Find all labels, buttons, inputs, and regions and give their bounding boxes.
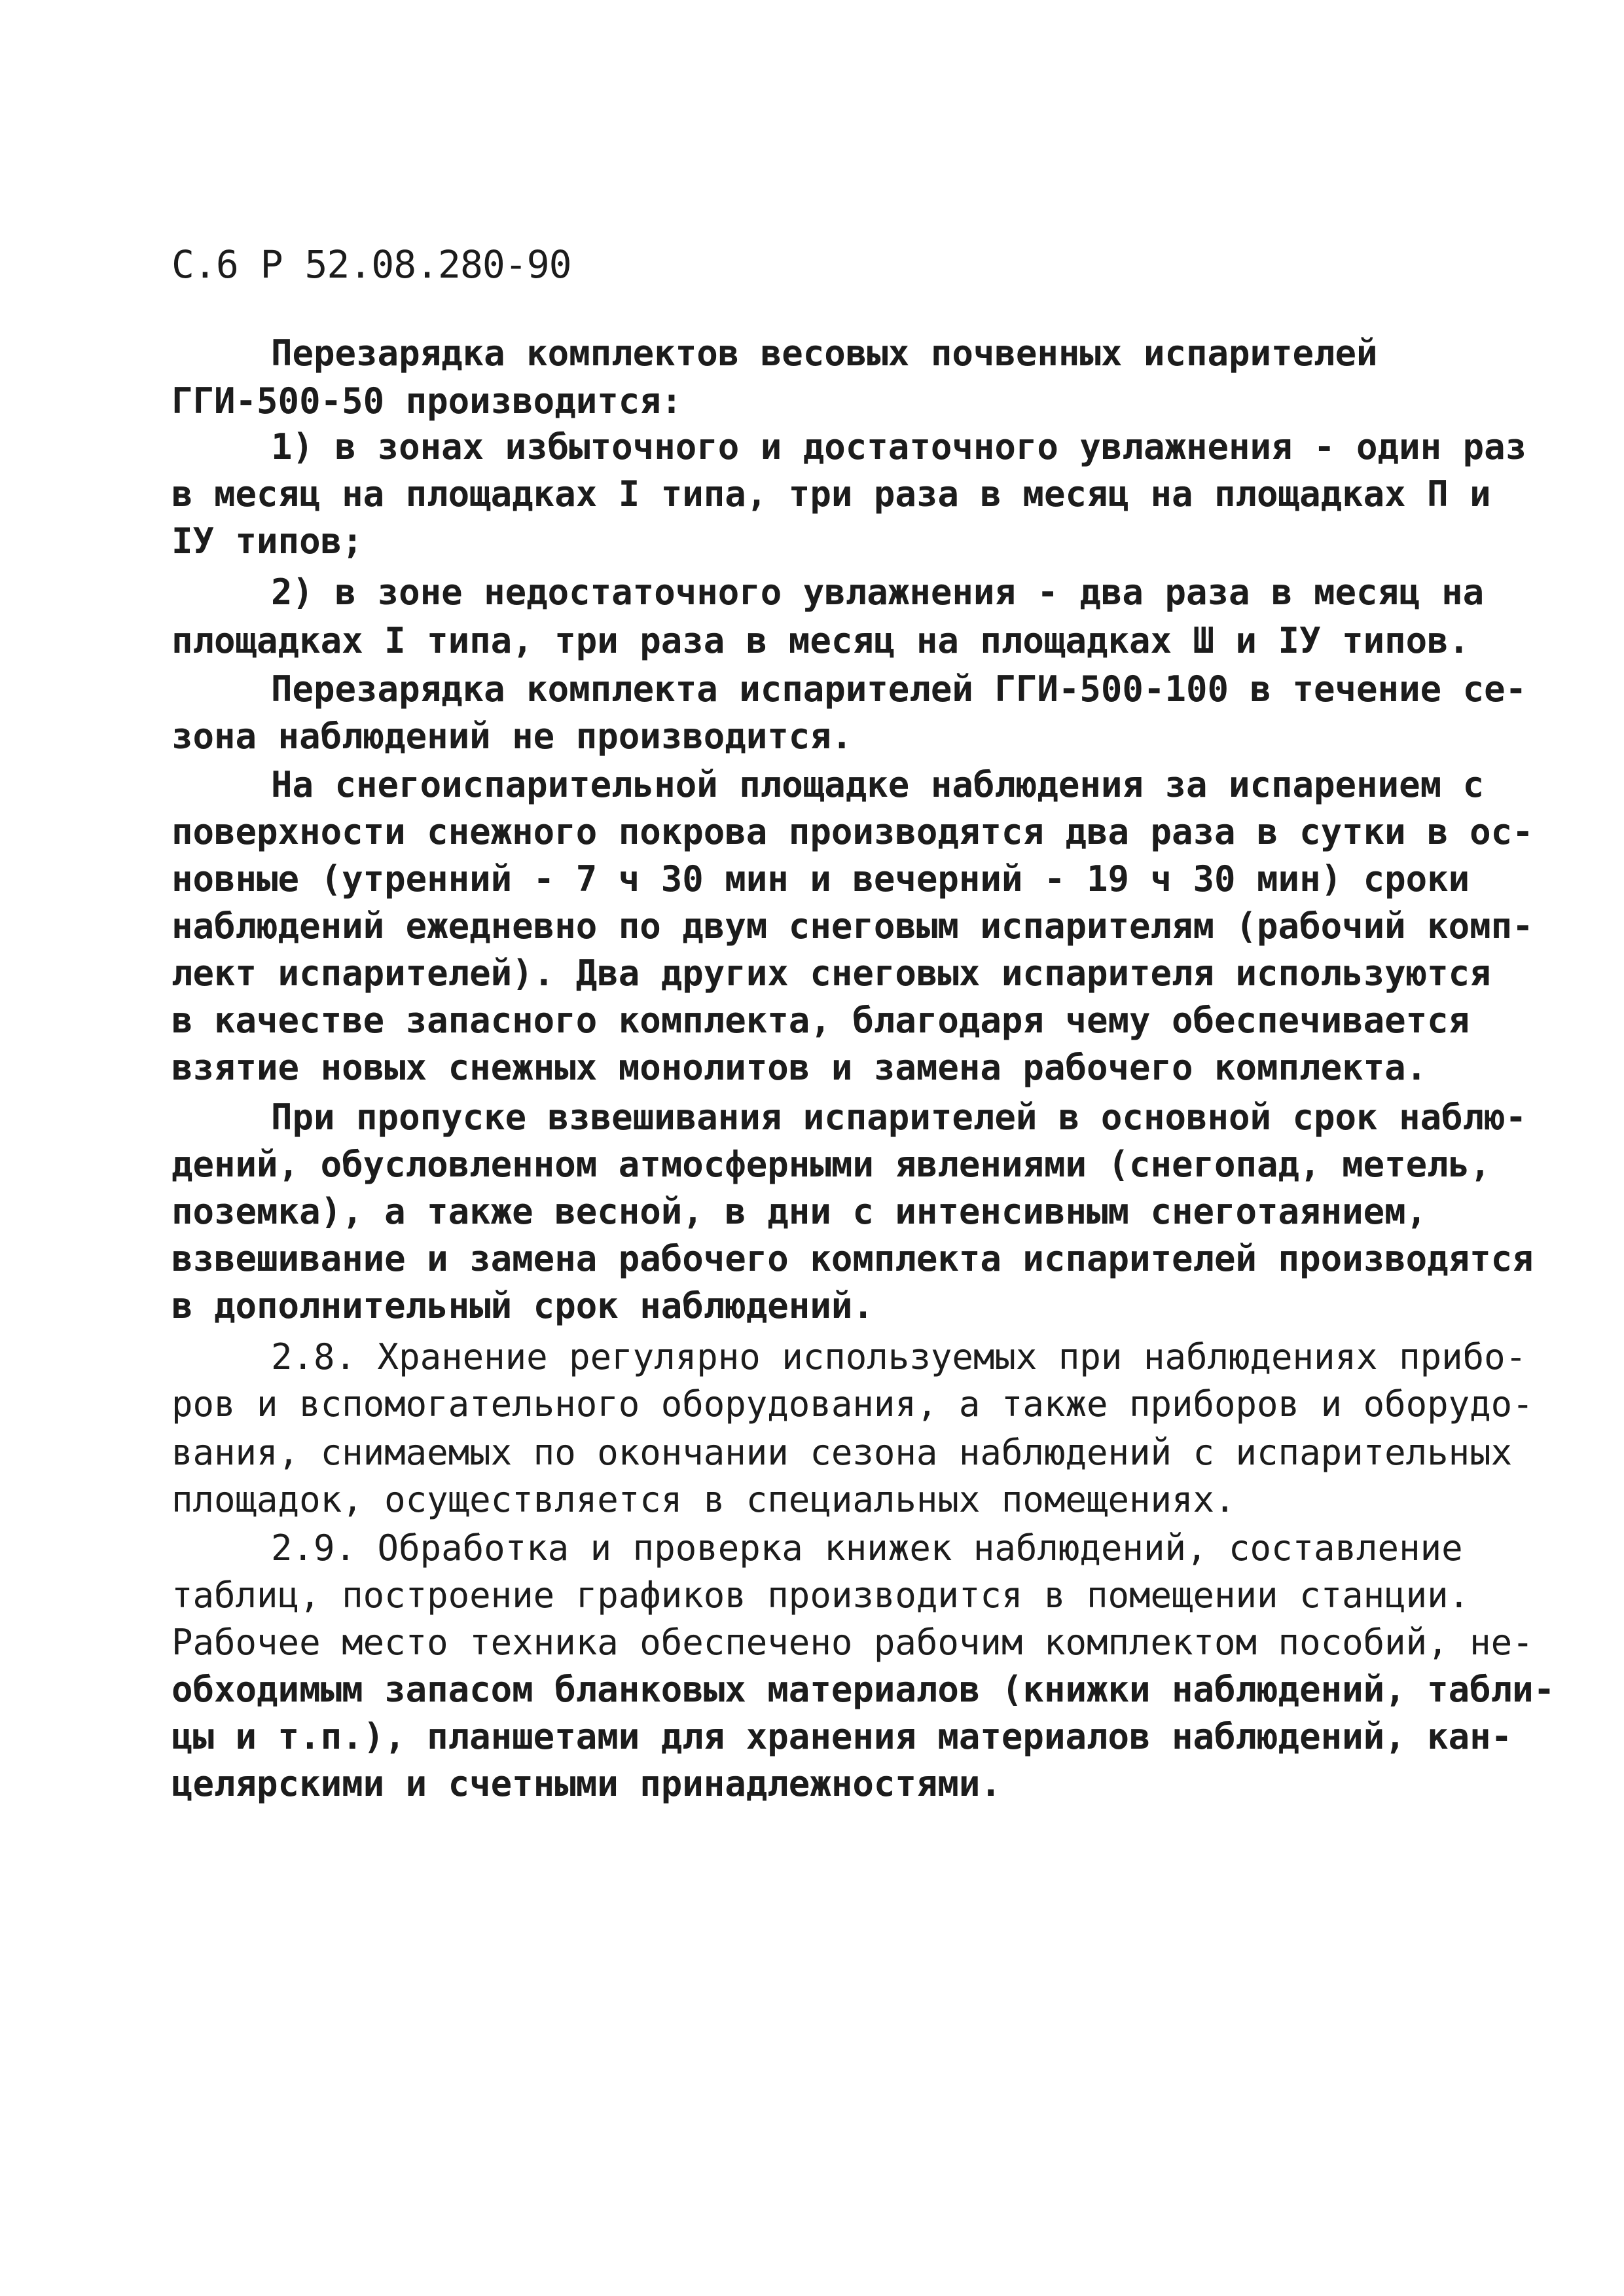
text-line: ров и вспомогательного оборудования, а также приборов и оборудо-: [171, 1383, 1534, 1425]
text-line: в месяц на площадках I типа, три раза в месяц на площадках П и: [171, 473, 1491, 515]
text-line: площадках I типа, три раза в месяц на площадках Ш и IУ типов.: [171, 620, 1470, 661]
text-line: зона наблюдений не производится.: [171, 716, 853, 757]
text-line: 2) в зоне недостаточного увлажнения - два раза в месяц на: [271, 572, 1485, 613]
text-line: Рабочее место техника обеспечено рабочим комплектом пособий, не-: [171, 1622, 1534, 1663]
text-line: вания, снимаемых по окончании сезона наблюдений с испарительных: [171, 1432, 1513, 1473]
text-line: 1) в зонах избыточного и достаточного увлажнения - один раз: [271, 426, 1527, 467]
text-line: в качестве запасного комплекта, благодаря чему обеспечивается: [171, 1000, 1470, 1041]
text-line: На снегоиспарительной площадке наблюдения за испарением с: [271, 764, 1485, 805]
text-line: взятие новых снежных монолитов и замена рабочего комплекта.: [171, 1047, 1428, 1088]
text-line: поверхности снежного покрова производятся два раза в сутки в ос-: [171, 811, 1534, 852]
text-line: взвешивание и замена рабочего комплекта испарителей производятся: [171, 1238, 1534, 1279]
text-line: 2.9. Обработка и проверка книжек наблюдений, составление: [271, 1527, 1463, 1569]
text-line: обходимым запасом бланковых материалов (книжки наблюдений, табли-: [171, 1669, 1555, 1710]
text-line: Перезарядка комплекта испарителей ГГИ-500-100 в течение се-: [271, 668, 1527, 710]
text-line: наблюдений ежедневно по двум снеговым испарителям (рабочий комп-: [171, 905, 1534, 947]
text-line: целярскими и счетными принадлежностями.: [171, 1763, 1001, 1804]
text-line: таблиц, построение графиков производится в помещении станции.: [171, 1575, 1470, 1616]
text-line: IУ типов;: [171, 520, 363, 562]
text-line: площадок, осуществляется в специальных помещениях.: [171, 1479, 1236, 1520]
text-line: ГГИ-500-50 производится:: [171, 380, 683, 422]
text-line: дений, обусловленном атмосферными явлениями (снегопад, метель,: [171, 1144, 1491, 1185]
page-header: С.6 Р 52.08.280-90: [171, 242, 571, 287]
text-line: лект испарителей). Два других снеговых испарителя используются: [171, 953, 1491, 994]
text-line: 2.8. Хранение регулярно используемых при наблюдениях прибо-: [271, 1336, 1527, 1377]
text-line: Перезарядка комплектов весовых почвенных испарителей: [271, 333, 1378, 374]
text-line: поземка), а также весной, в дни с интенсивным снеготаянием,: [171, 1191, 1428, 1232]
text-line: в дополнительный срок наблюдений.: [171, 1285, 874, 1326]
text-line: цы и т.п.), планшетами для хранения материалов наблюдений, кан-: [171, 1716, 1513, 1757]
text-line: новные (утренний - 7 ч 30 мин и вечерний - 19 ч 30 мин) сроки: [171, 858, 1470, 900]
text-line: При пропуске взвешивания испарителей в основной срок наблю-: [271, 1097, 1527, 1138]
